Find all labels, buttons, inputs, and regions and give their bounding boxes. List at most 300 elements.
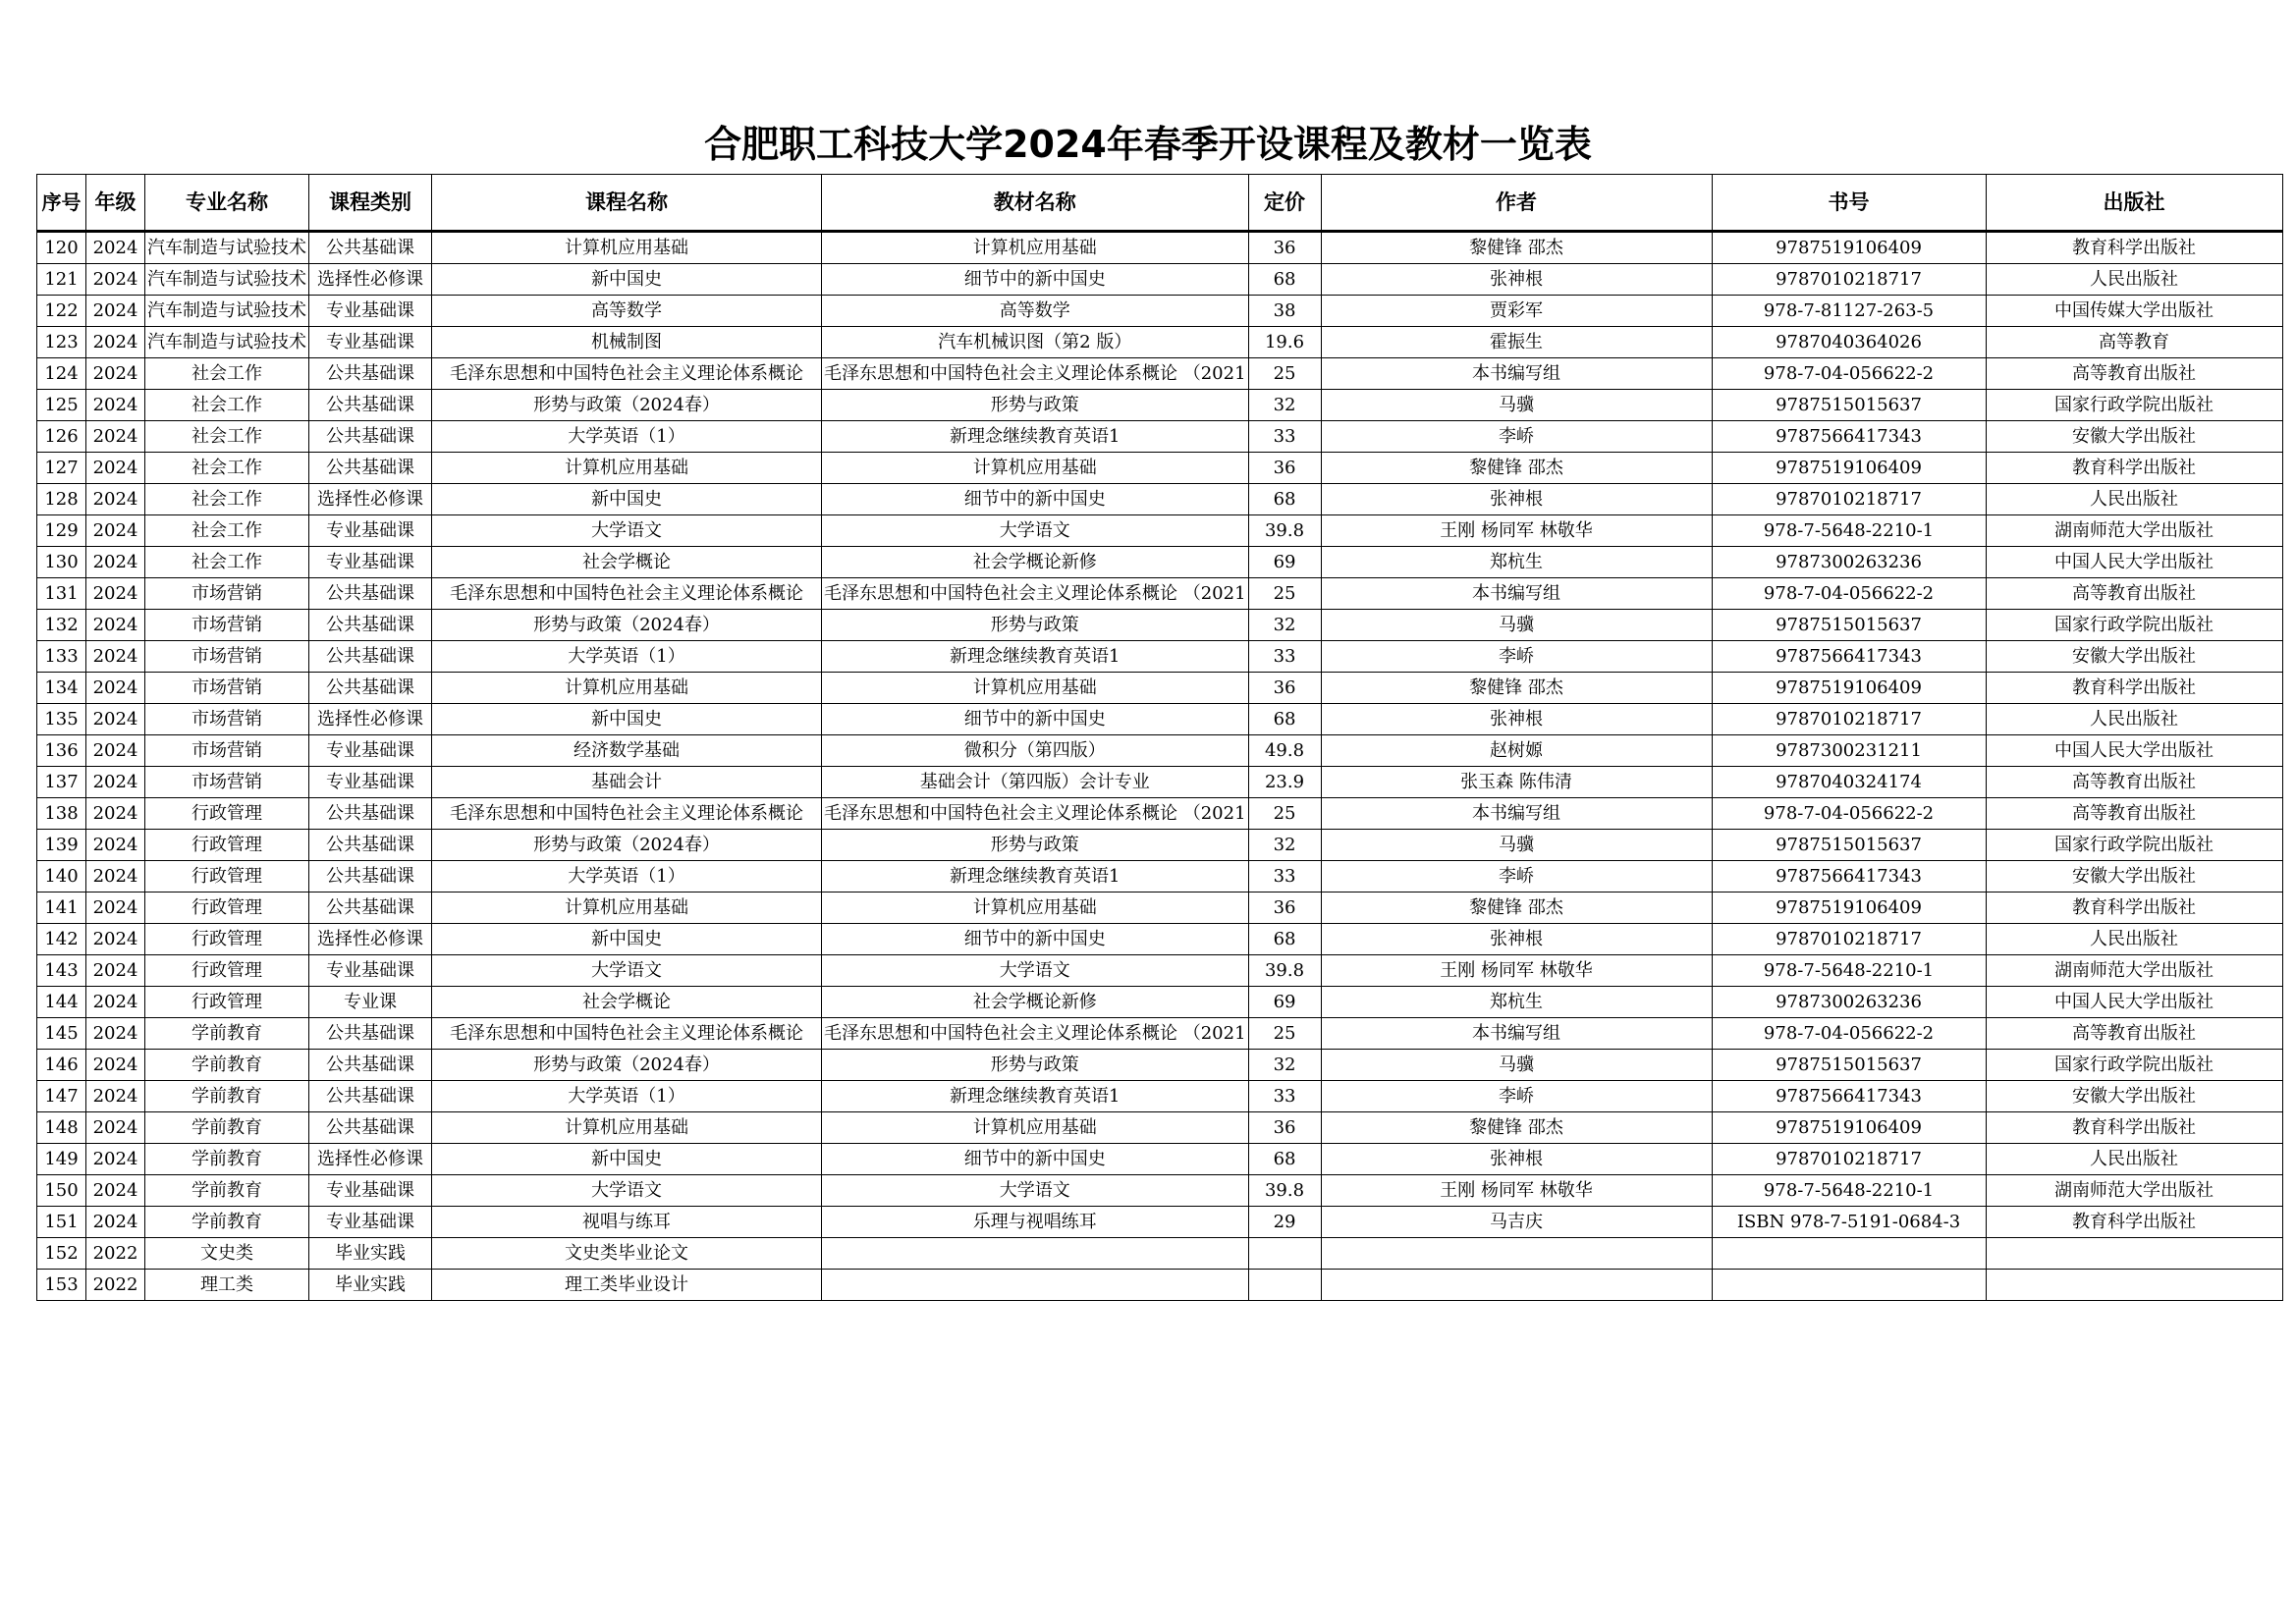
cell-major: 文史类: [145, 1238, 309, 1270]
cell-index: 148: [37, 1112, 86, 1144]
cell-course-name: 大学英语（1）: [432, 1081, 822, 1112]
cell-isbn: 9787010218717: [1712, 1144, 1986, 1175]
cell-major: 社会工作: [145, 484, 309, 515]
cell-grade: 2024: [86, 610, 145, 641]
cell-textbook: 基础会计（第四版）会计专业: [822, 767, 1249, 798]
col-header-major: 专业名称: [145, 175, 309, 232]
cell-grade: 2024: [86, 1018, 145, 1050]
cell-publisher: 中国传媒大学出版社: [1986, 296, 2282, 327]
cell-course-name: 形势与政策（2024春）: [432, 610, 822, 641]
cell-grade: 2024: [86, 830, 145, 861]
cell-grade: 2024: [86, 1207, 145, 1238]
cell-index: 134: [37, 673, 86, 704]
cell-major: 学前教育: [145, 1112, 309, 1144]
cell-author: 马骥: [1321, 610, 1712, 641]
cell-author: 张神根: [1321, 924, 1712, 955]
cell-course-type: 公共基础课: [309, 861, 432, 893]
cell-textbook: 细节中的新中国史: [822, 704, 1249, 735]
cell-textbook: 形势与政策: [822, 610, 1249, 641]
cell-course-type: 专业基础课: [309, 547, 432, 578]
cell-price: [1248, 1238, 1321, 1270]
cell-index: 150: [37, 1175, 86, 1207]
col-header-textbook: 教材名称: [822, 175, 1249, 232]
cell-course-name: 理工类毕业设计: [432, 1270, 822, 1301]
cell-index: 129: [37, 515, 86, 547]
cell-author: 黎健锋 邵杰: [1321, 232, 1712, 264]
cell-textbook: 细节中的新中国史: [822, 484, 1249, 515]
cell-textbook: 毛泽东思想和中国特色社会主义理论体系概论 （2021: [822, 798, 1249, 830]
cell-author: 马吉庆: [1321, 1207, 1712, 1238]
cell-textbook: 毛泽东思想和中国特色社会主义理论体系概论 （2021: [822, 1018, 1249, 1050]
cell-price: 39.8: [1248, 955, 1321, 987]
cell-textbook: 大学语文: [822, 515, 1249, 547]
cell-price: 68: [1248, 1144, 1321, 1175]
table-row: [37, 327, 2283, 358]
cell-isbn: 9787040324174: [1712, 767, 1986, 798]
cell-index: 122: [37, 296, 86, 327]
cell-isbn: 9787300263236: [1712, 547, 1986, 578]
cell-course-name: 新中国史: [432, 704, 822, 735]
cell-index: 135: [37, 704, 86, 735]
cell-grade: 2022: [86, 1270, 145, 1301]
cell-author: 黎健锋 邵杰: [1321, 673, 1712, 704]
cell-major: 市场营销: [145, 704, 309, 735]
cell-index: 149: [37, 1144, 86, 1175]
cell-isbn: 9787515015637: [1712, 390, 1986, 421]
cell-isbn: 9787010218717: [1712, 484, 1986, 515]
table-row: [37, 484, 2283, 515]
cell-course-type: 公共基础课: [309, 830, 432, 861]
cell-course-name: 形势与政策（2024春）: [432, 830, 822, 861]
cell-isbn: 9787010218717: [1712, 264, 1986, 296]
cell-author: 霍振生: [1321, 327, 1712, 358]
cell-price: 25: [1248, 1018, 1321, 1050]
cell-isbn: 978-7-04-056622-2: [1712, 578, 1986, 610]
cell-price: 36: [1248, 673, 1321, 704]
cell-course-name: 计算机应用基础: [432, 1112, 822, 1144]
cell-author: 马骥: [1321, 390, 1712, 421]
cell-publisher: 人民出版社: [1986, 704, 2282, 735]
cell-course-type: 毕业实践: [309, 1238, 432, 1270]
cell-price: 33: [1248, 861, 1321, 893]
cell-textbook: 毛泽东思想和中国特色社会主义理论体系概论 （2021: [822, 578, 1249, 610]
cell-course-name: 毛泽东思想和中国特色社会主义理论体系概论: [432, 798, 822, 830]
cell-grade: 2024: [86, 1050, 145, 1081]
cell-price: 32: [1248, 830, 1321, 861]
cell-grade: 2024: [86, 264, 145, 296]
cell-price: 36: [1248, 453, 1321, 484]
course-textbook-table: [36, 174, 2283, 1301]
table-row: [37, 1050, 2283, 1081]
cell-course-type: 选择性必修课: [309, 1144, 432, 1175]
cell-publisher: 中国人民大学出版社: [1986, 987, 2282, 1018]
cell-course-type: 公共基础课: [309, 232, 432, 264]
cell-publisher: 人民出版社: [1986, 924, 2282, 955]
cell-course-type: 选择性必修课: [309, 264, 432, 296]
cell-author: [1321, 1238, 1712, 1270]
cell-index: 143: [37, 955, 86, 987]
cell-course-type: 专业基础课: [309, 955, 432, 987]
cell-price: 36: [1248, 1112, 1321, 1144]
cell-isbn: 9787566417343: [1712, 1081, 1986, 1112]
cell-course-name: 机械制图: [432, 327, 822, 358]
cell-index: 125: [37, 390, 86, 421]
cell-textbook: 大学语文: [822, 955, 1249, 987]
cell-price: 36: [1248, 232, 1321, 264]
cell-textbook: 计算机应用基础: [822, 1112, 1249, 1144]
col-header-isbn: 书号: [1712, 175, 1986, 232]
table-row: [37, 767, 2283, 798]
cell-author: 马骥: [1321, 1050, 1712, 1081]
table-row: [37, 264, 2283, 296]
header-row: [37, 175, 2283, 232]
cell-index: 133: [37, 641, 86, 673]
cell-isbn: 978-7-5648-2210-1: [1712, 955, 1986, 987]
cell-textbook: 形势与政策: [822, 1050, 1249, 1081]
col-header-price: 定价: [1248, 175, 1321, 232]
cell-course-type: 专业基础课: [309, 515, 432, 547]
cell-course-name: 基础会计: [432, 767, 822, 798]
cell-price: 29: [1248, 1207, 1321, 1238]
cell-course-type: 专业课: [309, 987, 432, 1018]
cell-course-type: 毕业实践: [309, 1270, 432, 1301]
cell-isbn: 9787040364026: [1712, 327, 1986, 358]
cell-author: 本书编写组: [1321, 358, 1712, 390]
cell-course-name: 毛泽东思想和中国特色社会主义理论体系概论: [432, 358, 822, 390]
cell-course-name: 毛泽东思想和中国特色社会主义理论体系概论: [432, 578, 822, 610]
cell-course-name: 计算机应用基础: [432, 232, 822, 264]
cell-textbook: 计算机应用基础: [822, 673, 1249, 704]
cell-course-type: 公共基础课: [309, 893, 432, 924]
cell-publisher: 安徽大学出版社: [1986, 861, 2282, 893]
cell-major: 市场营销: [145, 578, 309, 610]
cell-textbook: [822, 1270, 1249, 1301]
table-row: [37, 1018, 2283, 1050]
cell-price: 69: [1248, 547, 1321, 578]
cell-price: 32: [1248, 610, 1321, 641]
cell-author: 赵树嫄: [1321, 735, 1712, 767]
cell-grade: 2024: [86, 578, 145, 610]
cell-course-type: 公共基础课: [309, 390, 432, 421]
cell-isbn: 9787300231211: [1712, 735, 1986, 767]
cell-major: 社会工作: [145, 358, 309, 390]
table-row: [37, 515, 2283, 547]
cell-publisher: 安徽大学出版社: [1986, 1081, 2282, 1112]
table-row: [37, 232, 2283, 264]
cell-index: 140: [37, 861, 86, 893]
cell-course-type: 选择性必修课: [309, 924, 432, 955]
table-row: [37, 1081, 2283, 1112]
cell-index: 136: [37, 735, 86, 767]
cell-major: 汽车制造与试验技术: [145, 264, 309, 296]
cell-course-type: 选择性必修课: [309, 704, 432, 735]
cell-course-type: 公共基础课: [309, 1081, 432, 1112]
cell-index: 146: [37, 1050, 86, 1081]
cell-textbook: 计算机应用基础: [822, 453, 1249, 484]
cell-isbn: 978-7-81127-263-5: [1712, 296, 1986, 327]
cell-grade: 2024: [86, 924, 145, 955]
cell-course-type: 公共基础课: [309, 1050, 432, 1081]
cell-course-name: 形势与政策（2024春）: [432, 390, 822, 421]
cell-grade: 2024: [86, 232, 145, 264]
cell-price: 25: [1248, 798, 1321, 830]
cell-course-name: 经济数学基础: [432, 735, 822, 767]
cell-major: 汽车制造与试验技术: [145, 296, 309, 327]
cell-isbn: 9787519106409: [1712, 1112, 1986, 1144]
cell-course-type: 公共基础课: [309, 641, 432, 673]
cell-index: 137: [37, 767, 86, 798]
cell-publisher: 教育科学出版社: [1986, 1207, 2282, 1238]
cell-grade: 2024: [86, 798, 145, 830]
cell-index: 130: [37, 547, 86, 578]
cell-isbn: 9787566417343: [1712, 421, 1986, 453]
cell-textbook: 乐理与视唱练耳: [822, 1207, 1249, 1238]
cell-publisher: 人民出版社: [1986, 484, 2282, 515]
cell-course-type: 专业基础课: [309, 1207, 432, 1238]
cell-course-name: 形势与政策（2024春）: [432, 1050, 822, 1081]
cell-course-name: 大学英语（1）: [432, 861, 822, 893]
cell-textbook: 细节中的新中国史: [822, 1144, 1249, 1175]
cell-isbn: 9787515015637: [1712, 610, 1986, 641]
cell-index: 124: [37, 358, 86, 390]
cell-publisher: 中国人民大学出版社: [1986, 735, 2282, 767]
cell-course-name: 大学语文: [432, 955, 822, 987]
cell-course-name: 计算机应用基础: [432, 673, 822, 704]
cell-grade: 2024: [86, 515, 145, 547]
cell-major: 学前教育: [145, 1175, 309, 1207]
cell-grade: 2024: [86, 327, 145, 358]
cell-major: 学前教育: [145, 1144, 309, 1175]
cell-isbn: 9787566417343: [1712, 641, 1986, 673]
cell-author: 张神根: [1321, 1144, 1712, 1175]
cell-grade: 2024: [86, 390, 145, 421]
cell-price: 19.6: [1248, 327, 1321, 358]
table-row: [37, 924, 2283, 955]
cell-major: 行政管理: [145, 987, 309, 1018]
cell-course-type: 公共基础课: [309, 453, 432, 484]
table-row: [37, 987, 2283, 1018]
cell-textbook: 新理念继续教育英语1: [822, 861, 1249, 893]
cell-course-type: 公共基础课: [309, 1112, 432, 1144]
cell-author: 黎健锋 邵杰: [1321, 1112, 1712, 1144]
cell-publisher: 高等教育出版社: [1986, 798, 2282, 830]
table-row: [37, 1175, 2283, 1207]
cell-publisher: 安徽大学出版社: [1986, 421, 2282, 453]
table-row: [37, 421, 2283, 453]
cell-publisher: 国家行政学院出版社: [1986, 390, 2282, 421]
cell-course-name: 新中国史: [432, 1144, 822, 1175]
cell-publisher: 教育科学出版社: [1986, 453, 2282, 484]
cell-grade: 2024: [86, 1144, 145, 1175]
cell-isbn: 9787566417343: [1712, 861, 1986, 893]
cell-grade: 2024: [86, 893, 145, 924]
cell-major: 社会工作: [145, 515, 309, 547]
cell-index: 139: [37, 830, 86, 861]
cell-major: 市场营销: [145, 767, 309, 798]
cell-price: 68: [1248, 924, 1321, 955]
cell-major: 学前教育: [145, 1207, 309, 1238]
cell-major: 社会工作: [145, 453, 309, 484]
cell-isbn: 9787519106409: [1712, 673, 1986, 704]
cell-major: 行政管理: [145, 924, 309, 955]
cell-publisher: 湖南师范大学出版社: [1986, 515, 2282, 547]
cell-course-name: 高等数学: [432, 296, 822, 327]
cell-grade: 2024: [86, 1081, 145, 1112]
cell-publisher: 教育科学出版社: [1986, 893, 2282, 924]
cell-grade: 2022: [86, 1238, 145, 1270]
cell-author: 王刚 杨同军 林敬华: [1321, 515, 1712, 547]
cell-publisher: 高等教育: [1986, 327, 2282, 358]
cell-price: 69: [1248, 987, 1321, 1018]
cell-author: 本书编写组: [1321, 798, 1712, 830]
cell-index: 138: [37, 798, 86, 830]
cell-isbn: 9787010218717: [1712, 924, 1986, 955]
cell-author: 本书编写组: [1321, 578, 1712, 610]
cell-course-type: 选择性必修课: [309, 484, 432, 515]
table-row: [37, 390, 2283, 421]
cell-grade: 2024: [86, 358, 145, 390]
cell-isbn: 9787515015637: [1712, 1050, 1986, 1081]
cell-publisher: 人民出版社: [1986, 1144, 2282, 1175]
cell-price: 25: [1248, 578, 1321, 610]
cell-isbn: 9787010218717: [1712, 704, 1986, 735]
table-row: [37, 893, 2283, 924]
cell-isbn: 9787519106409: [1712, 232, 1986, 264]
cell-isbn: 978-7-04-056622-2: [1712, 1018, 1986, 1050]
cell-index: 123: [37, 327, 86, 358]
cell-author: 李峤: [1321, 421, 1712, 453]
cell-course-name: 计算机应用基础: [432, 453, 822, 484]
cell-publisher: 教育科学出版社: [1986, 232, 2282, 264]
cell-textbook: 社会学概论新修: [822, 987, 1249, 1018]
cell-isbn: ISBN 978-7-5191-0684-3: [1712, 1207, 1986, 1238]
cell-price: 25: [1248, 358, 1321, 390]
cell-course-name: 新中国史: [432, 924, 822, 955]
cell-grade: 2024: [86, 673, 145, 704]
cell-grade: 2024: [86, 767, 145, 798]
cell-isbn: 978-7-5648-2210-1: [1712, 1175, 1986, 1207]
cell-author: 黎健锋 邵杰: [1321, 453, 1712, 484]
cell-publisher: 湖南师范大学出版社: [1986, 955, 2282, 987]
cell-index: 142: [37, 924, 86, 955]
table-row: [37, 453, 2283, 484]
cell-course-name: 大学英语（1）: [432, 421, 822, 453]
cell-publisher: 高等教育出版社: [1986, 578, 2282, 610]
cell-major: 社会工作: [145, 547, 309, 578]
cell-author: 张神根: [1321, 484, 1712, 515]
cell-publisher: 国家行政学院出版社: [1986, 610, 2282, 641]
cell-grade: 2024: [86, 735, 145, 767]
table-row: [37, 861, 2283, 893]
table-row: [37, 673, 2283, 704]
cell-publisher: 国家行政学院出版社: [1986, 1050, 2282, 1081]
cell-course-name: 视唱与练耳: [432, 1207, 822, 1238]
cell-price: 23.9: [1248, 767, 1321, 798]
cell-course-type: 公共基础课: [309, 1018, 432, 1050]
cell-price: 68: [1248, 264, 1321, 296]
cell-course-name: 社会学概论: [432, 987, 822, 1018]
cell-index: 126: [37, 421, 86, 453]
cell-course-type: 公共基础课: [309, 610, 432, 641]
cell-index: 132: [37, 610, 86, 641]
cell-grade: 2024: [86, 296, 145, 327]
cell-price: 33: [1248, 421, 1321, 453]
cell-price: 39.8: [1248, 1175, 1321, 1207]
table-row: [37, 798, 2283, 830]
table-row: [37, 610, 2283, 641]
cell-author: 张玉森 陈伟清: [1321, 767, 1712, 798]
table-row: [37, 704, 2283, 735]
cell-grade: 2024: [86, 861, 145, 893]
cell-publisher: 高等教育出版社: [1986, 1018, 2282, 1050]
cell-major: 行政管理: [145, 861, 309, 893]
cell-major: 汽车制造与试验技术: [145, 327, 309, 358]
cell-author: 张神根: [1321, 704, 1712, 735]
cell-major: 社会工作: [145, 421, 309, 453]
cell-major: 行政管理: [145, 955, 309, 987]
cell-course-name: 新中国史: [432, 484, 822, 515]
cell-index: 145: [37, 1018, 86, 1050]
cell-publisher: [1986, 1238, 2282, 1270]
cell-grade: 2024: [86, 704, 145, 735]
cell-major: 学前教育: [145, 1018, 309, 1050]
cell-course-type: 专业基础课: [309, 735, 432, 767]
cell-author: 王刚 杨同军 林敬华: [1321, 955, 1712, 987]
cell-index: 131: [37, 578, 86, 610]
cell-index: 141: [37, 893, 86, 924]
cell-course-type: 公共基础课: [309, 358, 432, 390]
cell-price: 68: [1248, 704, 1321, 735]
cell-index: 153: [37, 1270, 86, 1301]
cell-index: 151: [37, 1207, 86, 1238]
cell-price: 38: [1248, 296, 1321, 327]
cell-author: 马骥: [1321, 830, 1712, 861]
cell-textbook: 形势与政策: [822, 390, 1249, 421]
cell-publisher: 安徽大学出版社: [1986, 641, 2282, 673]
cell-course-name: 社会学概论: [432, 547, 822, 578]
cell-publisher: 中国人民大学出版社: [1986, 547, 2282, 578]
table-row: [37, 1144, 2283, 1175]
cell-major: 市场营销: [145, 641, 309, 673]
table-row: [37, 1270, 2283, 1301]
cell-textbook: 大学语文: [822, 1175, 1249, 1207]
cell-author: 本书编写组: [1321, 1018, 1712, 1050]
cell-textbook: 细节中的新中国史: [822, 264, 1249, 296]
cell-major: 行政管理: [145, 893, 309, 924]
cell-major: 学前教育: [145, 1050, 309, 1081]
cell-major: 社会工作: [145, 390, 309, 421]
cell-author: 黎健锋 邵杰: [1321, 893, 1712, 924]
cell-index: 120: [37, 232, 86, 264]
table-row: [37, 1207, 2283, 1238]
col-header-course-type: 课程类别: [309, 175, 432, 232]
cell-price: 32: [1248, 390, 1321, 421]
col-header-grade: 年级: [86, 175, 145, 232]
cell-publisher: 湖南师范大学出版社: [1986, 1175, 2282, 1207]
cell-major: 行政管理: [145, 798, 309, 830]
cell-publisher: 国家行政学院出版社: [1986, 830, 2282, 861]
cell-publisher: 高等教育出版社: [1986, 358, 2282, 390]
cell-isbn: 9787519106409: [1712, 893, 1986, 924]
cell-index: 152: [37, 1238, 86, 1270]
cell-grade: 2024: [86, 547, 145, 578]
cell-course-type: 公共基础课: [309, 578, 432, 610]
cell-textbook: 计算机应用基础: [822, 893, 1249, 924]
cell-textbook: 毛泽东思想和中国特色社会主义理论体系概论 （2021: [822, 358, 1249, 390]
cell-major: 市场营销: [145, 673, 309, 704]
cell-textbook: 微积分（第四版）: [822, 735, 1249, 767]
table-row: [37, 547, 2283, 578]
